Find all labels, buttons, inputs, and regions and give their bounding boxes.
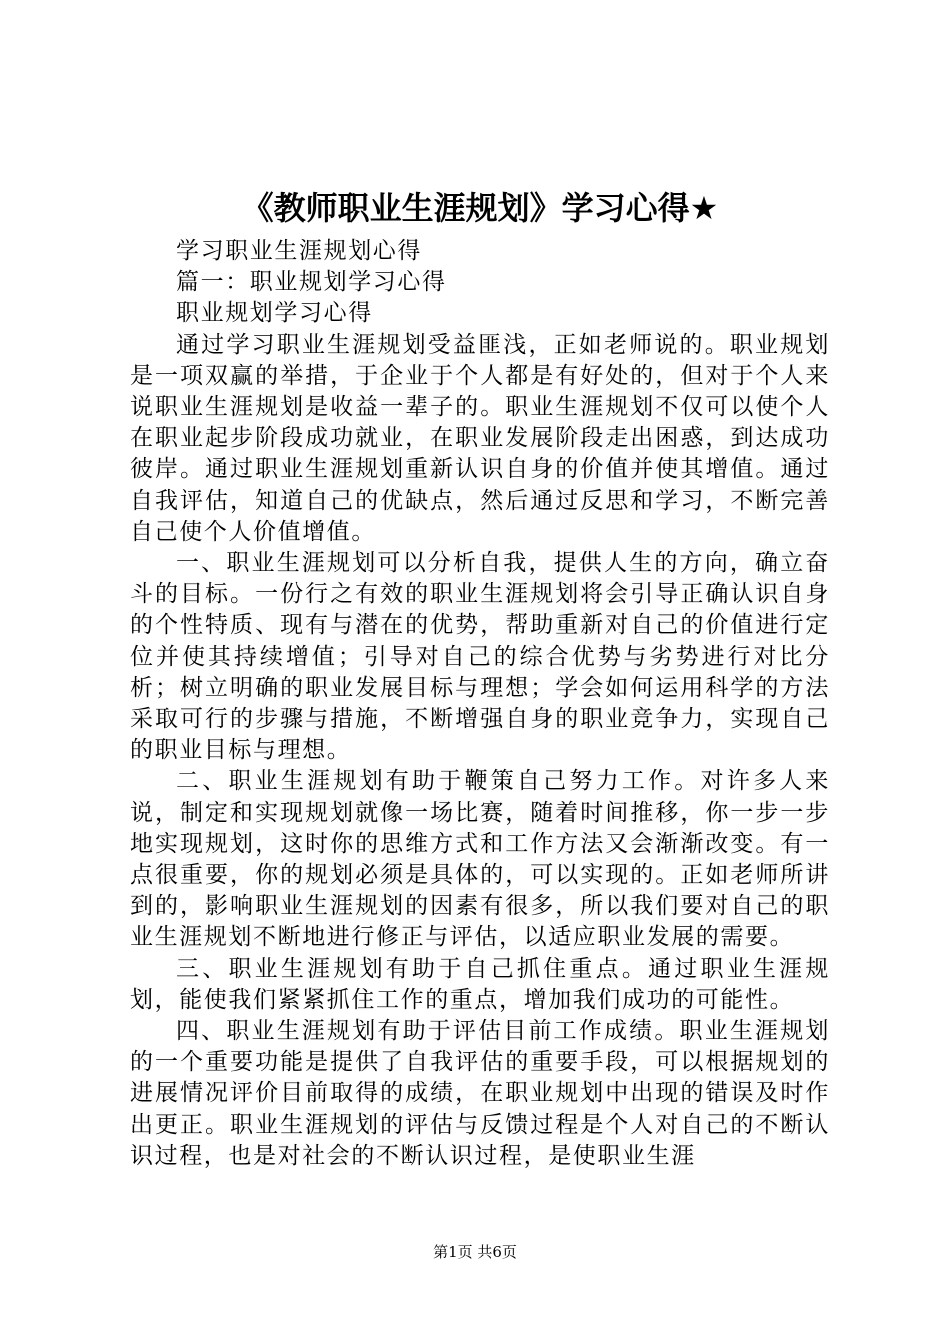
paragraph-point-4: 四、职业生涯规划有助于评估目前工作成绩。职业生涯规划的一个重要功能是提供了自我评估的重要手段，可以根据规划的进展情况评价目前取得的成绩，在职业规划中出现的错误及时作出更正。职业生涯规划的评估与反馈过程是个人对自己的不断认识过程，也是对社会的不断认识过程，是使职业生涯 [130, 1018, 830, 1169]
paragraph-point-1: 一、职业生涯规划可以分析自我，提供人生的方向，确立奋斗的目标。一份行之有效的职业生涯规划将会引导正确认识自身的个性特质、现有与潜在的优势，帮助重新对自己的价值进行定位并使其持续增值；引导对自己的综合优势与劣势进行对比分析；树立明确的职业发展目标与理想；学会如何运用科学的方法采取可行的步骤与措施，不断增强自身的职业竞争力，实现自己的职业目标与理想。 [130, 550, 830, 764]
paragraph-point-2: 二、职业生涯规划有助于鞭策自己努力工作。对许多人来说，制定和实现规划就像一场比赛，随着时间推移，你一步一步地实现规划，这时你的思维方式和工作方法又会渐渐改变。有一点很重要，你的规划必须是具体的，可以实现的。正如老师所讲到的，影响职业生涯规划的因素有很多，所以我们要对自己的职业生涯规划不断地进行修正与评估，以适应职业发展的需要。 [130, 768, 830, 951]
paragraph-point-3: 三、职业生涯规划有助于自己抓住重点。通过职业生涯规划，能使我们紧紧抓住工作的重点，增加我们成功的可能性。 [130, 955, 830, 1013]
page-footer: 第1页 共6页 [433, 1243, 517, 1261]
document-body [130, 236, 830, 1172]
paragraph-section-heading: 篇一：职业规划学习心得 [176, 269, 447, 296]
paragraph-subtitle: 学习职业生涯规划心得 [176, 238, 422, 264]
paragraph-intro: 通过学习职业生涯规划受益匪浅，正如老师说的。职业规划是一项双赢的举措，于企业于个人都是有好处的，但对于个人来说职业生涯规划是收益一辈子的。职业生涯规划不仅可以使个人在职业起步阶段成功就业，在职业发展阶段走出困惑，到达成功彼岸。通过职业生涯规划重新认识自身的价值并使其增值。通过自我评估，知道自己的优缺点，然后通过反思和学习，不断完善自己使个人价值增值。 [130, 331, 830, 545]
document-title: 《教师职业生涯规划》学习心得★ [241, 189, 719, 227]
paragraph-heading: 职业规划学习心得 [176, 300, 373, 327]
